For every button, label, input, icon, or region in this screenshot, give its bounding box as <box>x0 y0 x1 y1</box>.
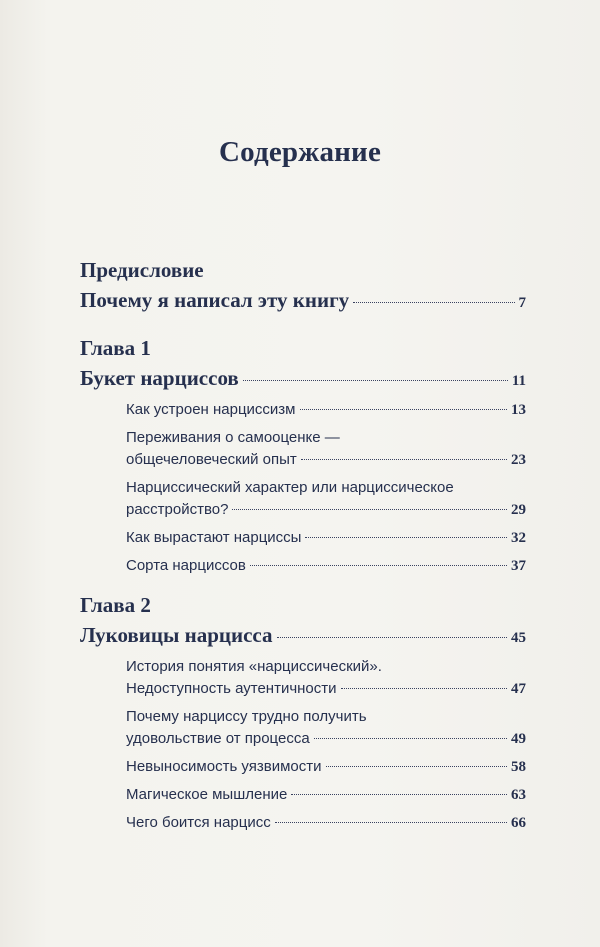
chapter-2-subsections <box>126 656 526 834</box>
toc-entry-text: Магическое мышление <box>126 786 288 803</box>
dot-leader <box>353 302 514 303</box>
toc-entry-preface[interactable] <box>80 285 526 315</box>
page-number: 49 <box>511 731 526 747</box>
toc-entry-text: Как устроен нарциссизм <box>126 401 296 418</box>
toc-subentry[interactable] <box>126 706 526 750</box>
dot-leader <box>300 409 508 410</box>
preface-heading: Предисловие <box>80 258 204 282</box>
page-title: Содержание <box>218 136 382 168</box>
toc-subentry[interactable] <box>126 656 526 700</box>
toc-entry-text: Луковицы нарцисса <box>80 623 273 647</box>
page-number: 23 <box>511 452 526 468</box>
dot-leader <box>232 509 507 510</box>
chapter-1-section <box>80 333 526 583</box>
toc-subentry[interactable] <box>126 756 526 778</box>
toc-entry-chapter-1[interactable] <box>80 363 526 393</box>
page-number: 29 <box>511 502 526 518</box>
toc-entry-text-line: Почему нарциссу трудно получить <box>126 708 367 725</box>
dot-leader <box>301 459 507 460</box>
page-number: 37 <box>511 558 526 574</box>
dot-leader <box>275 822 507 823</box>
chapter-2-section <box>80 590 526 840</box>
dot-leader <box>341 688 507 689</box>
dot-leader <box>250 565 507 566</box>
chapter-1-subsections <box>126 399 526 577</box>
toc-subentry[interactable] <box>126 399 526 421</box>
toc-entry-text: Недоступность аутентичности <box>126 680 337 697</box>
toc-entry-text: общечеловеческий опыт <box>126 451 297 468</box>
chapter-heading: Глава 1 <box>80 336 151 360</box>
toc-entry-text-line: История понятия «нарциссический». <box>126 658 382 675</box>
page-number: 45 <box>511 630 526 646</box>
toc-subentry[interactable] <box>126 427 526 471</box>
page-number: 13 <box>511 402 526 418</box>
page-number: 11 <box>511 373 526 389</box>
dot-leader <box>291 794 507 795</box>
toc-entry-text-line: Переживания о самооценке — <box>126 429 340 446</box>
toc-subentry[interactable] <box>126 784 526 806</box>
toc-subentry[interactable] <box>126 477 526 521</box>
page-number: 58 <box>511 759 526 775</box>
toc-entry-text: Чего боится нарцисс <box>126 814 271 831</box>
toc-entry-text-line: Нарциссический характер или нарциссическое <box>126 479 454 496</box>
toc-entry-text: Как вырастают нарциссы <box>126 529 302 546</box>
toc-subentry[interactable] <box>126 812 526 834</box>
chapter-heading: Глава 2 <box>80 593 151 617</box>
dot-leader <box>243 380 508 381</box>
toc-entry-text: Сорта нарциссов <box>126 557 246 574</box>
toc-entry-text: Невыносимость уязвимости <box>126 758 322 775</box>
page-number: 32 <box>511 530 526 546</box>
dot-leader <box>277 637 508 638</box>
toc-entry-text: расстройство? <box>126 501 229 518</box>
toc-entry-text: удовольствие от процесса <box>126 730 310 747</box>
toc-subentry[interactable] <box>126 527 526 549</box>
preface-section <box>80 255 526 315</box>
toc-entry-chapter-2[interactable] <box>80 620 526 650</box>
page-number: 66 <box>511 815 526 831</box>
toc-entry-text: Почему я написал эту книгу <box>80 288 350 312</box>
page-number: 7 <box>518 295 526 311</box>
page-number: 47 <box>511 681 526 697</box>
page-number: 63 <box>511 787 526 803</box>
dot-leader <box>305 537 507 538</box>
toc-subentry[interactable] <box>126 555 526 577</box>
dot-leader <box>314 738 507 739</box>
toc-entry-text: Букет нарциссов <box>80 366 239 390</box>
dot-leader <box>326 766 507 767</box>
